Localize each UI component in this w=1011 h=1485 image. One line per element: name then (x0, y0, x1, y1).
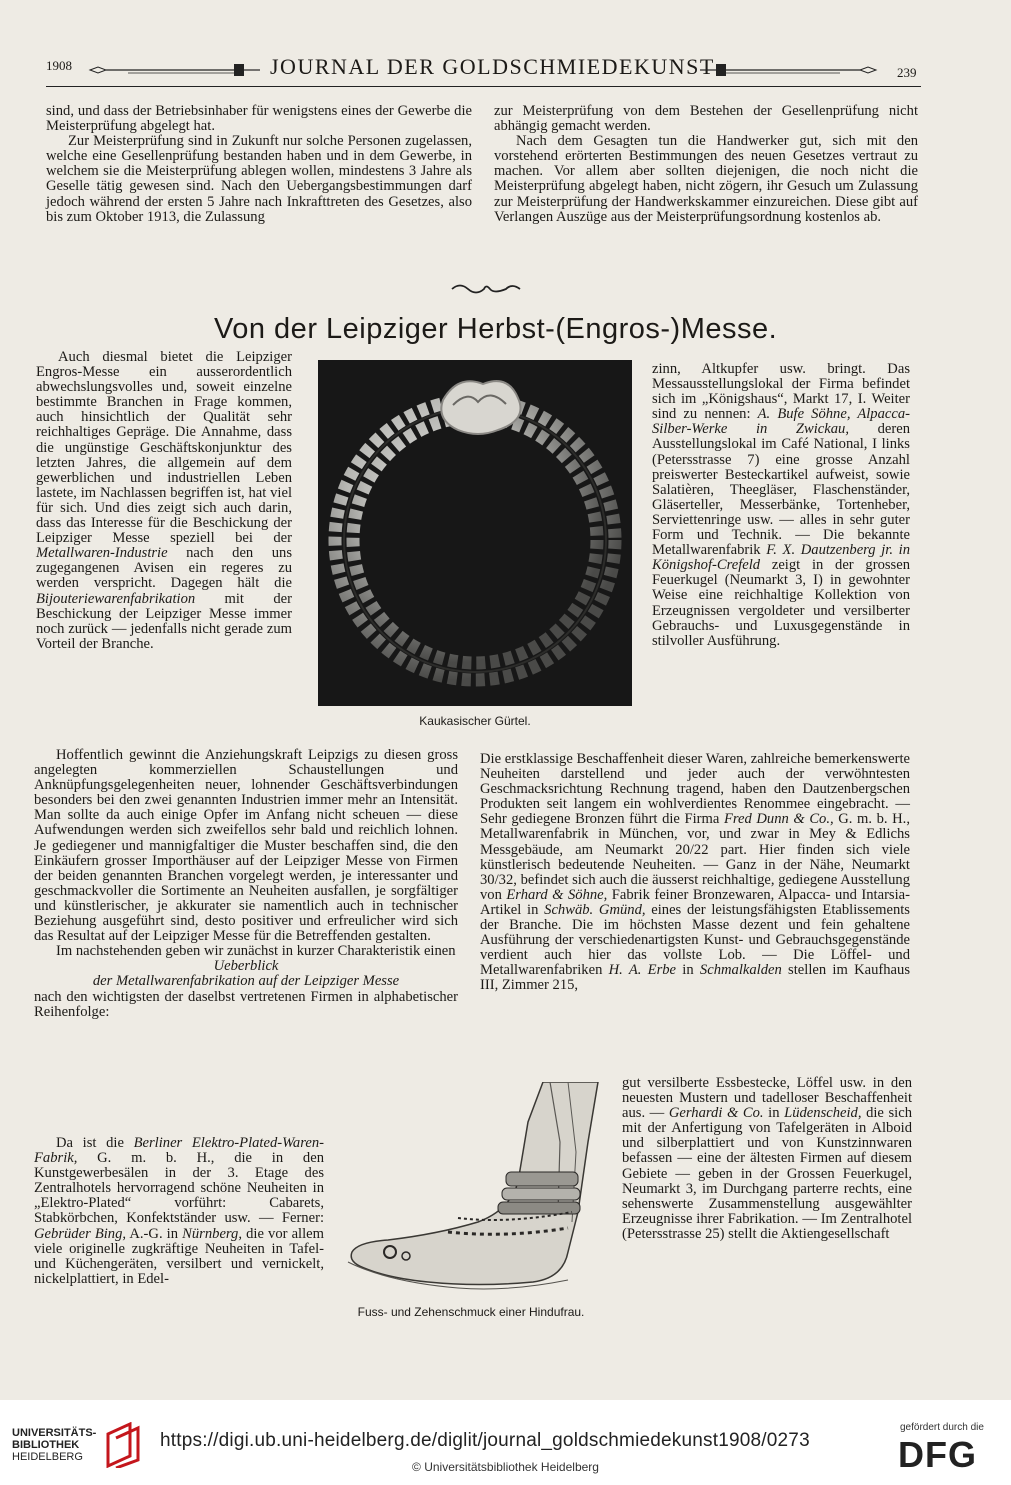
top-left-para-1: sind, und dass der Betriebsinhaber für wenigstens eines der Gewerbe die Meisterprüfung abgelegt hat. (46, 103, 472, 135)
article-para-4: nach den wichtigsten der daselbst vertretenen Firmen in alphabetischer Reihenfolge: (34, 988, 458, 1020)
overview-subheading-2: der Metallwarenfabrikation auf der Leipziger Messe (92, 973, 400, 990)
logo-line-3: HEIDELBERG (12, 1451, 83, 1463)
article-para-1: Auch diesmal bietet die Leipziger Engros-Messe ein ausserordentlich abwechslungsvolles und, soweit einzelne bestimmte Branchen in Frage kommen, auch hinsichtlich der Qualität sehr reichhaltiges Gepräge. Die Annahme, dass die ungünstige Geschäftskonjunktur des letzten Jahres, die allgemein auf dem gewerblichen und industriellen Leben lastete, im Nachlassen begriffen ist, hat viel für sich. Und dies zeigt sich auch darin, dass das Interesse für die Beschickung der Leipziger Messe speziell bei der Metallwaren-Industrie nach den uns zugegangenen Avisen ein regeres zu werden verspricht. Dagegen hält die Bijouteriewarenfabrikation mit der Beschickung der Leipziger Messe immer noch zurück — jedenfalls nicht gerade zum Vorteil der Branche. (36, 349, 292, 652)
article-col3-para: zinn, Altkupfer usw. bringt. Das Messausstellungslokal der Firma befindet sich im „Königshaus“, Markt 17, I. Weiter sind zu nennen: A. Bufe Söhne, Alpacca-Silber-Werke in Zwickau, deren Ausstellungslokal im Café National, I links (Petersstrasse 7) eine grosse Anzahl preiswerter Besteckartikel aufweist, sowie Salatièren, Theegläser, Flaschenständer, Gläserteller, Messerbänke, Tortenheber, Serviettenringe usw. — alles in sehr guter Form und Technik. — Die bekannte Metallwarenfabrik F. X. Dautzenberg jr. in Königshof-Crefeld zeigt in der grossen Feuerkugel (Neumarkt 3, I) in gewohnter Weise eine reichhaltige Kollektion von Erzeugnissen vergoldeter und versilberter Gebrauchs- und Luxusgegenstände in stilvoller Ausführung. (652, 361, 910, 649)
belt-figure (318, 360, 632, 706)
funding-label: gefördert durch die (900, 1422, 984, 1433)
top-right-para-2: Nach dem Gesagten tun die Handwerker gut, sich mit den vorstehend erörterten Bestimmungen des neuen Gesetzes vertraut zu machen. Vor allem aber sollten diejenigen, die noch nicht die Meisterprüfung abgelegt haben, nicht zögern, ihr Gesuch um Zulassung zur Meisterprüfung der Handwerkskammer einzureichen. Diese gibt auf Verlangen Auszüge aus der Meisterprüfungsordnung kostenlos ab. (494, 133, 918, 225)
header-left-ornament (88, 62, 260, 80)
header-rule (46, 86, 921, 87)
top-right-column (494, 104, 918, 225)
article-col1-bottom (34, 1136, 324, 1287)
article-mid-para: Die erstklassige Beschaffenheit dieser Waren, zahlreiche bemerkenswerte Neuheiten darstellend und jeder auch der verwöhntesten Geschmacksrichtung Rechnung tragend, haben den Dautzenbergschen Produkten seit langem ein wohlverdientes Renommee eingebracht. — Sehr gediegene Bronzen führt die Firma Fred Dunn & Co., G. m. b. H., Metallwarenfabrik in München, vor, und zwar in Mey & Edlichs Messgebäude, am Neumarkt 20/22 part. Hier finden sich viele künstlerisch bedeutende Neuheiten. — Ganz in der Nähe, Neumarkt 30/32, befindet sich auch die äusserst reichhaltige, gediegene Ausstellung von Erhard & Söhne, Fabrik feiner Bronzewaren, Alpacca- und Intarsia-Artikel in Schwäb. Gmünd, eines der leistungsfähigsten Etablissements der Branche. Die im höchsten Masse dezent und fein gehaltene Ausführung der verschiedenartigsten Kunst- und Gebrauchsgegenstände verdient auch hier das vollste Lob. — Die Löffel- und Metallwarenfabriken H. A. Erbe in Schmalkalden stellen im Kaufhaus III, Zimmer 215, (480, 751, 911, 994)
caption-belt: Kaukasischer Gürtel. (419, 714, 531, 728)
article-right-bottom-para: gut versilberte Essbestecke, Löffel usw. in den neuesten Mustern und tadelloser Beschaffenheit aus. — Gerhardi & Co. in Lüdenscheid, die sich mit der Anfertigung von Tafelgeräten in Alboid und silberplattiert und von Kunstzinnwaren befassen — eine der ältesten Firmen auf diesem Gebiete — geben in der Grossen Feuerkugel, Neumarkt 3, im Durchgang parterre rechts, eine sehenswerte Zusammenstellung ausgewählter Erzeugnisse ihrer Fabrikation. — Im Zentralhotel (Petersstrasse 25) stellt die Aktiengesellschaft (622, 1075, 912, 1242)
article-title: Von der Leipziger Herbst-(Engros-)Messe. (214, 313, 778, 345)
section-divider-ornament (450, 282, 522, 296)
copyright-notice: © Universitätsbibliothek Heidelberg (412, 1460, 599, 1474)
caucasian-belt-image (318, 360, 632, 706)
article-para-5: Da ist die Berliner Elektro-Plated-Waren-Fabrik, G. m. b. H., die in den Kunstgewerbesälen in der 3. Etage des Zentralhotels hervorragend schöne Neuheiten in „Elektro-Plated“ vorführt: Cabarets, Stabkörbchen, Konfektständer usw. — Ferner: Gebrüder Bing, A.-G. in Nürnberg, die vor allem viele originelle zugkräftige Neuheiten in Tafel- und Küchengeräten, versilbert und vernickelt, nickelplattiert, in Edel- (34, 1135, 324, 1287)
caption-foot: Fuss- und Zehenschmuck einer Hindufrau. (357, 1305, 585, 1319)
header-year: 1908 (46, 58, 72, 73)
journal-title: JOURNAL DER GOLDSCHMIEDEKUNST (270, 54, 715, 79)
foot-ornament-image (328, 1082, 608, 1300)
article-col3 (652, 362, 910, 649)
page-number: 239 (897, 65, 917, 80)
ub-logo-text (12, 1427, 96, 1463)
article-para-2: Hoffentlich gewinnt die Anziehungskraft Leipzigs zu diesen gross angelegten kommerziellen Schaustellungen und Anknüpfungsgelegenheiten neuer, lohnender Geschäftsverbindungen besonders bei den zwei genannten Industrien immer mehr an Intensität. Man sollte da auch einige Opfer im Anfang nicht scheuen — diese Aufwendungen werden sich zweifellos sehr bald und reichlich lohnen. Je gediegener und mannigfaltiger die Muster beschaffen sind, die den Einkäufern grosser Importhäuser auf der Leipziger Messe von Firmen der beiden genannten Branchen vorgelegt werden, je interessanter und geschmackvoller die Sortimente an Neuheiten ausfallen, je sorgfältiger und künstlerischer, je akkurater sie namentlich auch in technischer Beziehung ausgeführt sind, desto positiver und erfreulicher wird sich das Resultat auf der Leipziger Messe für die Betreffenden gestalten. (34, 747, 458, 945)
dfg-logo: DFG (898, 1434, 977, 1475)
article-col1-upper (36, 350, 292, 652)
header-right-ornament (700, 62, 880, 80)
logo-line-1: UNIVERSITÄTS- (12, 1427, 97, 1439)
top-left-column (46, 104, 472, 225)
permalink-url[interactable]: https://digi.ub.uni-heidelberg.de/diglit/journal_goldschmiedekunst1908/0273 (160, 1430, 810, 1451)
digitization-footer (0, 1400, 1011, 1485)
top-right-para-1: zur Meisterprüfung von dem Bestehen der Gesellenprüfung nicht abhängig gemacht werden. (494, 103, 918, 135)
article-para-3: Im nachstehenden geben wir zunächst in kurzer Charakteristik einen (56, 943, 456, 960)
article-right-bottom (622, 1076, 912, 1242)
overview-subheading-1: Ueberblick (213, 958, 279, 975)
top-left-para-2: Zur Meisterprüfung sind in Zukunft nur solche Personen zugelassen, welche eine Gesellenprüfung bestanden haben und in dem Gewerbe, in welchem sie die Meisterprüfung ablegen wollen, mindestens 3 Jahre als Geselle tätig gewesen sind. Nach den Uebergangsbestimmungen darf jedoch während der ersten 5 Jahre nach Inkrafttreten des Gesetzes, also bis zum Oktober 1913, die Zulassung (46, 133, 472, 225)
article-col1-lower (34, 748, 458, 1020)
article-mid-right (480, 752, 910, 994)
logo-line-2: BIBLIOTHEK (12, 1439, 80, 1451)
